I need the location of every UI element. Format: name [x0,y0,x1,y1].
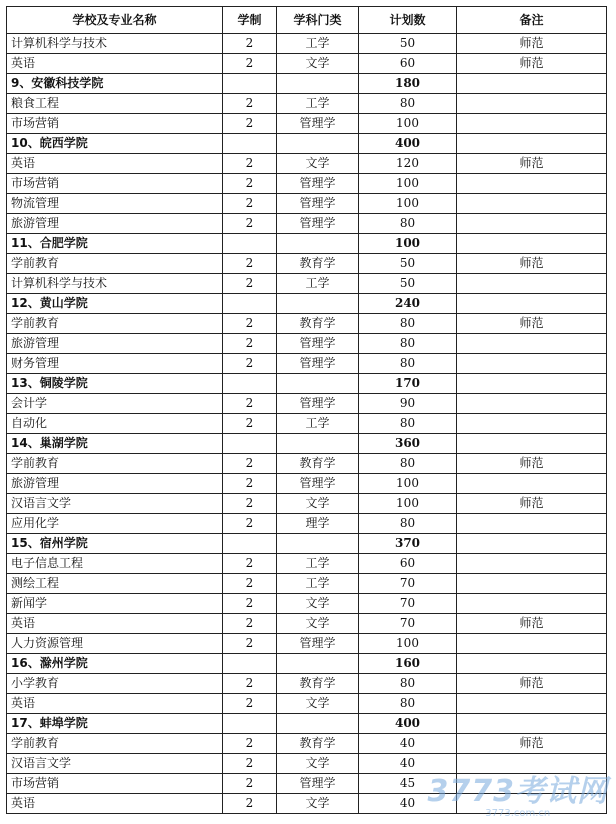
major-row [7,94,607,114]
major-years: 2 [223,734,277,754]
school-row [7,534,607,554]
major-row [7,454,607,474]
major-note [457,334,607,354]
school-years-empty [223,134,277,154]
school-row [7,654,607,674]
major-plan-count: 100 [359,634,457,654]
school-note-empty [457,234,607,254]
school-row [7,294,607,314]
major-row [7,394,607,414]
major-category: 管理学 [277,774,359,794]
major-years: 2 [223,34,277,54]
school-name: 13、铜陵学院 [7,374,223,394]
major-years: 2 [223,414,277,434]
school-name: 17、蚌埠学院 [7,714,223,734]
school-name: 14、巢湖学院 [7,434,223,454]
major-years: 2 [223,114,277,134]
major-row [7,694,607,714]
major-note: 师范 [457,254,607,274]
major-plan-count: 60 [359,54,457,74]
header-note: 备注 [457,7,607,34]
major-name: 财务管理 [7,354,223,374]
major-note [457,354,607,374]
major-name: 学前教育 [7,254,223,274]
school-row [7,434,607,454]
major-name: 应用化学 [7,514,223,534]
major-name: 新闻学 [7,594,223,614]
school-note-empty [457,714,607,734]
major-category: 管理学 [277,214,359,234]
major-category: 文学 [277,754,359,774]
major-name: 学前教育 [7,454,223,474]
major-years: 2 [223,274,277,294]
major-category: 教育学 [277,454,359,474]
major-row [7,774,607,794]
major-plan-count: 100 [359,114,457,134]
major-row [7,794,607,814]
major-row [7,194,607,214]
major-years: 2 [223,314,277,334]
major-plan-count: 120 [359,154,457,174]
major-name: 市场营销 [7,174,223,194]
major-name: 汉语言文学 [7,494,223,514]
major-note: 师范 [457,54,607,74]
major-plan-count: 100 [359,494,457,514]
school-note-empty [457,654,607,674]
major-category: 文学 [277,54,359,74]
major-category: 文学 [277,614,359,634]
major-row [7,114,607,134]
major-name: 会计学 [7,394,223,414]
school-total-count: 400 [359,714,457,734]
major-years: 2 [223,754,277,774]
major-row [7,514,607,534]
major-category: 管理学 [277,394,359,414]
major-row [7,754,607,774]
major-row [7,54,607,74]
major-row [7,334,607,354]
major-years: 2 [223,334,277,354]
major-plan-count: 100 [359,174,457,194]
school-category-empty [277,434,359,454]
major-row [7,594,607,614]
major-row [7,34,607,54]
major-row [7,174,607,194]
major-name: 旅游管理 [7,474,223,494]
school-category-empty [277,294,359,314]
header-category: 学科门类 [277,7,359,34]
major-row [7,494,607,514]
major-category: 文学 [277,694,359,714]
major-row [7,274,607,294]
major-category: 工学 [277,574,359,594]
major-years: 2 [223,474,277,494]
school-row [7,374,607,394]
major-years: 2 [223,694,277,714]
major-note [457,414,607,434]
major-name: 旅游管理 [7,334,223,354]
school-total-count: 160 [359,654,457,674]
major-note [457,94,607,114]
major-plan-count: 40 [359,734,457,754]
major-name: 人力资源管理 [7,634,223,654]
major-name: 测绘工程 [7,574,223,594]
major-plan-count: 60 [359,554,457,574]
major-row [7,474,607,494]
major-plan-count: 80 [359,314,457,334]
major-years: 2 [223,794,277,814]
school-note-empty [457,134,607,154]
school-name: 9、安徽科技学院 [7,74,223,94]
table-header-row [7,7,607,34]
major-note: 师范 [457,674,607,694]
major-row [7,634,607,654]
school-total-count: 170 [359,374,457,394]
school-category-empty [277,654,359,674]
major-plan-count: 80 [359,214,457,234]
major-plan-count: 80 [359,694,457,714]
school-category-empty [277,714,359,734]
major-years: 2 [223,254,277,274]
school-name: 12、黄山学院 [7,294,223,314]
table-body [7,34,607,814]
school-note-empty [457,434,607,454]
major-note [457,634,607,654]
major-years: 2 [223,514,277,534]
major-category: 工学 [277,414,359,434]
major-name: 市场营销 [7,774,223,794]
major-note: 师范 [457,614,607,634]
major-plan-count: 80 [359,414,457,434]
school-row [7,714,607,734]
school-row [7,134,607,154]
major-category: 文学 [277,594,359,614]
major-name: 计算机科学与技术 [7,274,223,294]
major-years: 2 [223,574,277,594]
major-row [7,254,607,274]
major-plan-count: 45 [359,774,457,794]
major-years: 2 [223,154,277,174]
major-category: 管理学 [277,354,359,374]
major-years: 2 [223,634,277,654]
school-years-empty [223,654,277,674]
major-row [7,154,607,174]
major-plan-count: 90 [359,394,457,414]
major-years: 2 [223,174,277,194]
major-name: 英语 [7,794,223,814]
school-category-empty [277,534,359,554]
school-category-empty [277,234,359,254]
major-category: 文学 [277,794,359,814]
major-years: 2 [223,614,277,634]
major-years: 2 [223,594,277,614]
major-plan-count: 70 [359,614,457,634]
major-category: 理学 [277,514,359,534]
major-plan-count: 50 [359,34,457,54]
school-name: 16、滁州学院 [7,654,223,674]
major-name: 旅游管理 [7,214,223,234]
major-plan-count: 40 [359,754,457,774]
school-years-empty [223,234,277,254]
school-total-count: 240 [359,294,457,314]
major-note: 师范 [457,154,607,174]
school-note-empty [457,294,607,314]
major-category: 教育学 [277,674,359,694]
major-row [7,414,607,434]
major-plan-count: 70 [359,574,457,594]
school-category-empty [277,374,359,394]
school-years-empty [223,434,277,454]
major-name: 计算机科学与技术 [7,34,223,54]
major-name: 粮食工程 [7,94,223,114]
major-note: 师范 [457,494,607,514]
header-school-major: 学校及专业名称 [7,7,223,34]
major-plan-count: 80 [359,454,457,474]
school-total-count: 400 [359,134,457,154]
school-years-empty [223,714,277,734]
major-plan-count: 100 [359,194,457,214]
major-note [457,554,607,574]
major-row [7,554,607,574]
watermark-logo-text: 3773考试网 [427,774,608,809]
school-total-count: 180 [359,74,457,94]
header-plan-count: 计划数 [359,7,457,34]
major-name: 学前教育 [7,314,223,334]
school-note-empty [457,374,607,394]
header-years: 学制 [223,7,277,34]
school-years-empty [223,74,277,94]
major-note [457,274,607,294]
major-row [7,314,607,334]
major-plan-count: 40 [359,794,457,814]
school-total-count: 370 [359,534,457,554]
major-note [457,694,607,714]
major-note: 师范 [457,314,607,334]
major-name: 小学教育 [7,674,223,694]
major-row [7,614,607,634]
major-category: 管理学 [277,174,359,194]
major-note [457,574,607,594]
major-years: 2 [223,214,277,234]
major-note [457,394,607,414]
major-note: 师范 [457,34,607,54]
major-category: 工学 [277,94,359,114]
major-name: 物流管理 [7,194,223,214]
major-category: 管理学 [277,474,359,494]
major-plan-count: 80 [359,334,457,354]
watermark-url: 3773.com.cn [485,808,551,819]
major-years: 2 [223,354,277,374]
school-years-empty [223,294,277,314]
school-name: 15、宿州学院 [7,534,223,554]
school-note-empty [457,534,607,554]
major-note [457,194,607,214]
major-category: 管理学 [277,634,359,654]
major-row [7,734,607,754]
school-total-count: 360 [359,434,457,454]
major-category: 教育学 [277,314,359,334]
major-category: 教育学 [277,734,359,754]
school-name: 10、皖西学院 [7,134,223,154]
school-name: 11、合肥学院 [7,234,223,254]
school-row [7,234,607,254]
major-name: 英语 [7,694,223,714]
major-name: 自动化 [7,414,223,434]
school-category-empty [277,74,359,94]
major-name: 市场营销 [7,114,223,134]
major-category: 文学 [277,494,359,514]
enrollment-plan-table [6,6,607,814]
major-category: 管理学 [277,334,359,354]
major-category: 管理学 [277,114,359,134]
school-row [7,74,607,94]
major-years: 2 [223,454,277,474]
major-name: 英语 [7,154,223,174]
school-years-empty [223,374,277,394]
major-name: 电子信息工程 [7,554,223,574]
major-plan-count: 80 [359,674,457,694]
major-years: 2 [223,394,277,414]
major-years: 2 [223,194,277,214]
major-years: 2 [223,774,277,794]
major-note [457,774,607,794]
major-category: 工学 [277,274,359,294]
major-name: 汉语言文学 [7,754,223,774]
major-plan-count: 80 [359,514,457,534]
major-years: 2 [223,494,277,514]
major-note [457,794,607,814]
major-row [7,574,607,594]
major-note [457,754,607,774]
major-row [7,674,607,694]
major-years: 2 [223,554,277,574]
major-plan-count: 70 [359,594,457,614]
school-years-empty [223,534,277,554]
school-category-empty [277,134,359,154]
major-plan-count: 100 [359,474,457,494]
major-note [457,114,607,134]
school-note-empty [457,74,607,94]
major-note: 师范 [457,454,607,474]
major-note [457,514,607,534]
major-category: 工学 [277,554,359,574]
major-note [457,214,607,234]
major-plan-count: 80 [359,354,457,374]
document-page [6,6,606,814]
major-years: 2 [223,674,277,694]
major-category: 文学 [277,154,359,174]
major-note [457,594,607,614]
major-plan-count: 80 [359,94,457,114]
major-row [7,214,607,234]
school-total-count: 100 [359,234,457,254]
major-name: 英语 [7,54,223,74]
major-note [457,174,607,194]
major-category: 工学 [277,34,359,54]
major-name: 英语 [7,614,223,634]
major-plan-count: 50 [359,254,457,274]
major-note [457,474,607,494]
major-years: 2 [223,54,277,74]
major-years: 2 [223,94,277,114]
major-category: 教育学 [277,254,359,274]
major-name: 学前教育 [7,734,223,754]
major-plan-count: 50 [359,274,457,294]
major-category: 管理学 [277,194,359,214]
major-row [7,354,607,374]
major-note: 师范 [457,734,607,754]
